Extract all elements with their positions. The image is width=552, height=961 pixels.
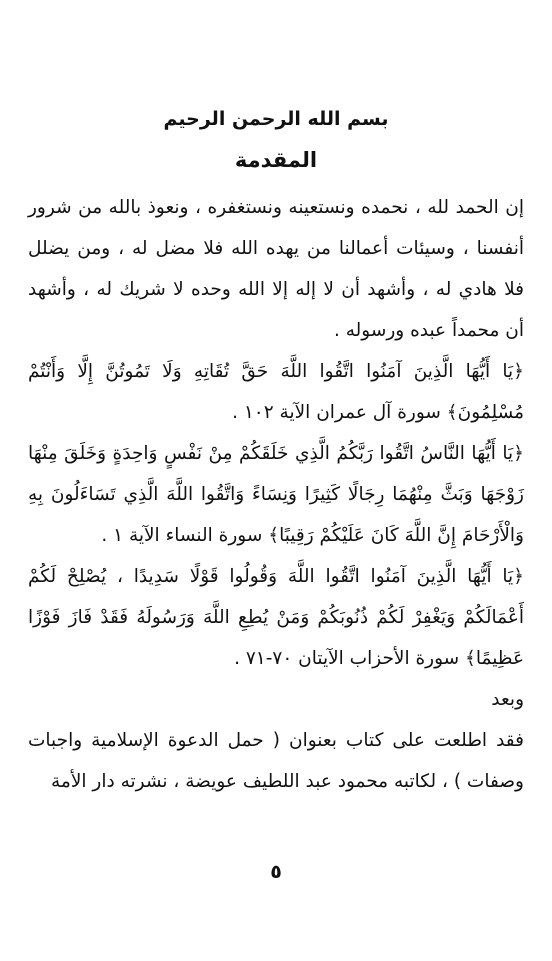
quran-verse: ﴿يَا أَيُّهَا النَّاسُ اتَّقُوا رَبَّكُمُ الَّذِي خَلَقَكُمْ مِنْ نَفْسٍ وَاحِدَةٍ وَخَلَقَ مِنْهَا زَوْجَهَا وَبَثَّ مِنْهُمَا رِجَالًا كَثِيرًا وَنِسَاءً وَاتَّقُوا اللَّهَ الَّذِي تَسَاءَلُونَ بِهِ وَالْأَرْحَامَ إِنَّ اللَّهَ كَانَ عَلَيْكُمْ رَقِيبًا﴾	[28, 443, 524, 546]
quran-verse: ﴿يَا أَيُّهَا الَّذِينَ آمَنُوا اتَّقُوا اللَّهَ حَقَّ تُقَاتِهِ وَلَا تَمُوتُنَّ إِلَّا وَأَنْتُمْ مُسْلِمُونَ﴾	[28, 361, 524, 423]
verse-paragraph-1	[28, 351, 524, 433]
transition-word: وبعد	[491, 689, 524, 710]
page-body	[28, 187, 524, 802]
verse-reference: سورة النساء الآية ١ .	[101, 525, 269, 546]
verse-reference: سورة آل عمران الآية ١٠٢ .	[232, 402, 447, 423]
page-heading: المقدمة	[234, 148, 318, 172]
opening-paragraph: إن الحمد لله ، نحمده ونستعينه ونستغفره ، ونعوذ بالله من شرور أنفسنا ، وسيئات أعمالنا من يهده الله فلا مضل له ، ومن يضلل فلا هادي له ، وأشهد أن لا إله إلا الله وحده لا شريك له ، وأشهد أن محمداً عبده ورسوله .	[28, 197, 524, 341]
verse-paragraph-3	[28, 556, 524, 679]
verse-paragraph-2	[28, 433, 524, 556]
quran-verse: ﴿يَا أَيُّهَا الَّذِينَ آمَنُوا اتَّقُوا اللَّهَ وَقُولُوا قَوْلًا سَدِيدًا ، يُصْلِحْ لَكُمْ أَعْمَالَكُمْ وَيَغْفِرْ لَكُمْ ذُنُوبَكُمْ وَمَنْ يُطِعِ اللَّهَ وَرَسُولَهُ فَقَدْ فَازَ فَوْزًا عَظِيمًا﴾	[28, 566, 524, 669]
verse-reference: سورة الأحزاب الآيتان ٧٠-٧١ .	[234, 648, 466, 669]
page-number: ٥	[270, 861, 282, 883]
closing-paragraph: فقد اطلعت على كتاب بعنوان ( حمل الدعوة الإسلامية واجبات وصفات ) ، لكاتبه محمود عبد اللطيف عويضة ، نشرته دار الأمة	[28, 730, 524, 792]
basmala: بسم الله الرحمن الرحيم	[163, 108, 389, 130]
